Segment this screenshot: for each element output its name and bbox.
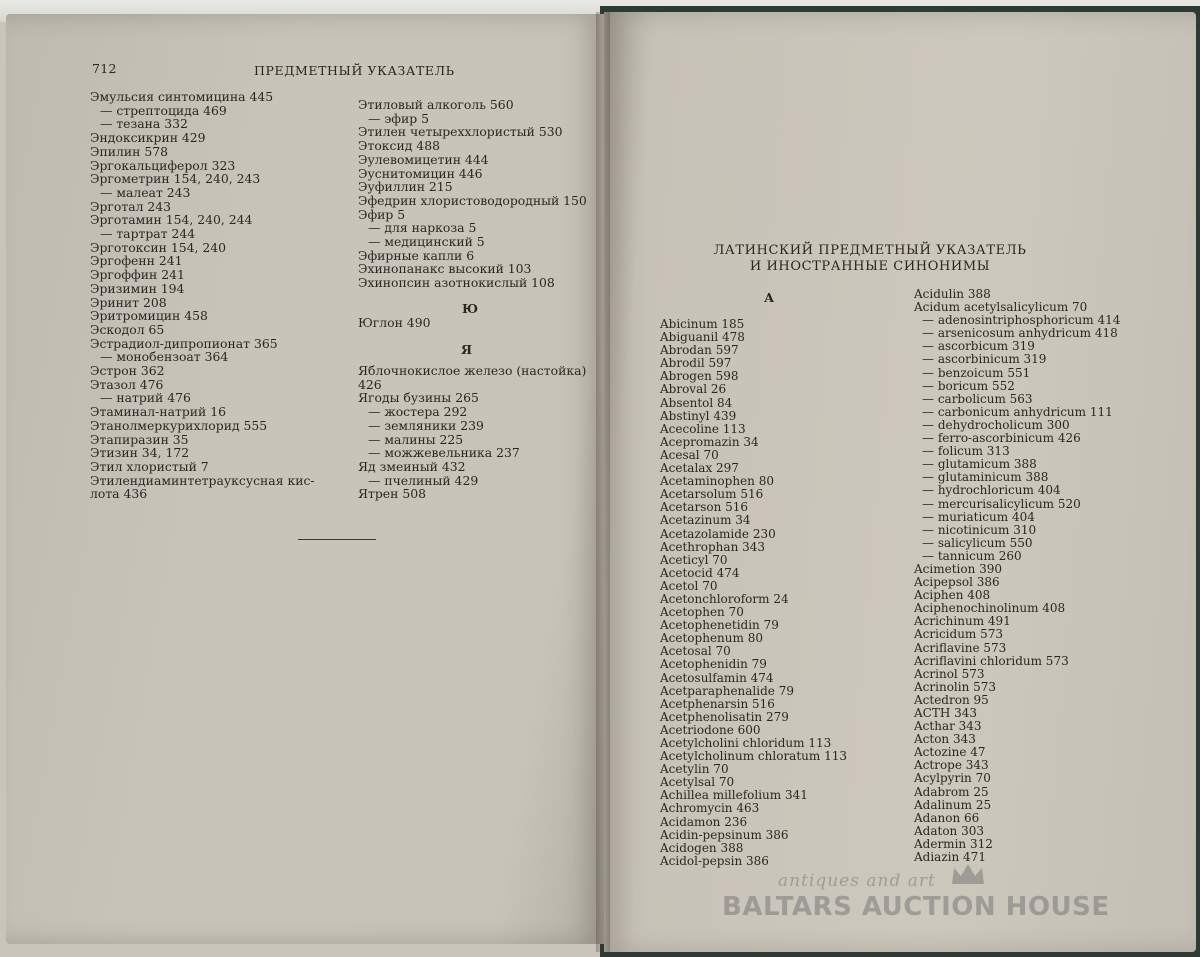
index-entry: Эстрадиол-дипропионат 365 bbox=[90, 335, 278, 351]
index-entry: Aceticyl 70 bbox=[660, 552, 728, 567]
index-entry: Ятрен 508 bbox=[358, 486, 426, 502]
index-entry: — carbonicum anhydricum 111 bbox=[922, 404, 1113, 419]
index-entry: Этапиразин 35 bbox=[90, 431, 189, 447]
index-entry: Эргофенн 241 bbox=[90, 253, 183, 269]
index-entry: Acipepsol 386 bbox=[914, 575, 1000, 590]
index-entry: — mercurisalicylicum 520 bbox=[922, 496, 1081, 511]
index-entry: Acetylcholini chloridum 113 bbox=[660, 736, 832, 750]
index-entry: Этилендиаминтетрауксусная кис- bbox=[90, 472, 315, 488]
index-entry: Acrichinum 491 bbox=[914, 614, 1011, 629]
index-entry: — малины 225 bbox=[368, 431, 464, 447]
index-entry: Acetocid 474 bbox=[660, 565, 740, 580]
index-entry: Acetophen 70 bbox=[660, 605, 744, 620]
index-entry: Aciphenochinolinum 408 bbox=[914, 601, 1066, 616]
index-entry: Acecoline 113 bbox=[660, 421, 746, 436]
index-entry: — boricum 552 bbox=[922, 378, 1015, 393]
index-entry: Acetazinum 34 bbox=[660, 513, 751, 528]
index-entry: — ascorbinicum 319 bbox=[922, 352, 1047, 367]
index-entry: Adalinum 25 bbox=[914, 797, 992, 812]
book-gutter bbox=[596, 12, 610, 952]
index-entry: — пчелиный 429 bbox=[368, 472, 479, 488]
index-entry: Эфир 5 bbox=[358, 206, 406, 222]
index-entry: Acetosulfamin 474 bbox=[660, 670, 774, 685]
index-entry: ACTH 343 bbox=[914, 706, 978, 720]
index-entry: — ascorbicum 319 bbox=[922, 339, 1035, 354]
index-entry: — muriaticum 404 bbox=[922, 509, 1035, 524]
index-entry: Actrope 343 bbox=[914, 758, 989, 773]
left-index-column-1 bbox=[90, 90, 315, 501]
index-entry: Adiazin 471 bbox=[914, 850, 986, 865]
index-entry: Этил хлористый 7 bbox=[90, 458, 209, 474]
index-entry: Этилен четырехxлористый 530 bbox=[358, 124, 563, 140]
index-entry: Abiguanil 478 bbox=[660, 330, 745, 345]
index-entry: Юглон 490 bbox=[358, 315, 431, 330]
index-entry: — натрий 476 bbox=[100, 390, 191, 406]
index-entry: — nicotinicum 310 bbox=[922, 522, 1037, 537]
index-entry: Acetophenum 80 bbox=[660, 631, 763, 646]
right-page-title-line-2: И ИНОСТРАННЫЕ СИНОНИМЫ bbox=[749, 259, 991, 274]
index-entry: Abroval 26 bbox=[660, 382, 727, 397]
index-entry: Этоксид 488 bbox=[358, 138, 440, 154]
index-entry: Acidum acetylsalicylicum 70 bbox=[914, 300, 1088, 315]
index-entry: Этизин 34, 172 bbox=[90, 445, 190, 461]
index-entry: Этиловый алкоголь 560 bbox=[358, 97, 514, 112]
index-entry: — тартрат 244 bbox=[100, 226, 196, 242]
index-entry: — малеат 243 bbox=[100, 184, 191, 200]
index-entry: — жостера 292 bbox=[368, 404, 468, 420]
index-entry: Эргокальциферол 323 bbox=[90, 157, 236, 173]
index-entry: Acetonchloroform 24 bbox=[660, 591, 789, 606]
index-entry: Acidin-pepsinum 386 bbox=[660, 827, 789, 842]
index-entry: Яд змеиный 432 bbox=[358, 458, 466, 474]
index-entry: Adanon 66 bbox=[914, 810, 980, 825]
index-entry: Acetazolamide 230 bbox=[660, 526, 776, 541]
index-entry: Acetphenarsin 516 bbox=[660, 696, 775, 711]
index-entry: — glutamicum 388 bbox=[922, 457, 1037, 472]
index-entry: — стрептоцида 469 bbox=[100, 102, 227, 118]
index-entry: — dehydrocholicum 300 bbox=[922, 417, 1070, 432]
index-entry: — для наркоза 5 bbox=[368, 220, 477, 236]
index-entry: — ferro-ascorbinicum 426 bbox=[922, 431, 1081, 446]
index-entry: — монобензоат 364 bbox=[100, 349, 229, 365]
index-entry: — glutaminicum 388 bbox=[922, 470, 1049, 485]
index-entry: Acetol 70 bbox=[660, 578, 718, 593]
index-entry: 426 bbox=[358, 376, 382, 392]
index-entry: Acetosal 70 bbox=[660, 644, 731, 659]
running-title: ПРЕДМЕТНЫЙ УКАЗАТЕЛЬ bbox=[254, 63, 455, 78]
index-entry: Эфирные капли 6 bbox=[358, 247, 475, 263]
index-entry: — эфир 5 bbox=[368, 110, 429, 126]
index-entry: Acidogen 388 bbox=[660, 840, 744, 855]
index-entry: — benzoicum 551 bbox=[922, 365, 1031, 380]
index-entry: Эндоксикрин 429 bbox=[90, 130, 206, 146]
index-entry: Acetphenolisatin 279 bbox=[660, 709, 789, 724]
index-entry: Acthar 343 bbox=[914, 719, 982, 734]
index-entry: Эритромицин 458 bbox=[90, 308, 208, 324]
index-entry: Acetophenidin 79 bbox=[660, 657, 767, 672]
index-entry: Эмульсия синтомицина 445 bbox=[90, 89, 274, 104]
index-entry: Эрготал 243 bbox=[90, 198, 172, 214]
index-entry: — salicylicum 550 bbox=[922, 535, 1033, 550]
index-entry: Acidamon 236 bbox=[660, 814, 748, 829]
index-entry: Acepromazin 34 bbox=[660, 434, 759, 449]
index-entry: Acetarson 516 bbox=[660, 500, 749, 515]
index-entry: Acetparaphenalide 79 bbox=[660, 683, 794, 698]
right-page-title-line-1: ЛАТИНСКИЙ ПРЕДМЕТНЫЙ УКАЗАТЕЛЬ bbox=[713, 243, 1027, 258]
watermark-name: BALTARS AUCTION HOUSE bbox=[722, 892, 1110, 922]
index-entry: Acetriodone 600 bbox=[660, 722, 761, 737]
index-entry: Эргометрин 154, 240, 243 bbox=[90, 171, 261, 187]
letter-heading-a: А bbox=[764, 290, 775, 305]
index-entry: Эпилин 578 bbox=[90, 143, 168, 159]
index-entry: Actozine 47 bbox=[914, 745, 986, 760]
index-entry: — hydrochloricum 404 bbox=[922, 483, 1061, 498]
index-entry: Эфедрин хлористоводородный 150 bbox=[358, 192, 587, 208]
index-entry: Acetarsolum 516 bbox=[660, 487, 764, 502]
index-entry: Эуснитомицин 446 bbox=[358, 165, 483, 181]
index-entry: Эрготамин 154, 240, 244 bbox=[90, 212, 253, 228]
index-entry: Acriflavini chloridum 573 bbox=[914, 653, 1069, 668]
index-entry: лота 436 bbox=[90, 486, 148, 502]
letter-heading-yu: Ю bbox=[462, 301, 479, 316]
index-entry: Acetylcholinum chloratum 113 bbox=[660, 749, 847, 764]
index-entry: Acetaminophen 80 bbox=[660, 474, 774, 489]
index-entry: — можжевельника 237 bbox=[368, 445, 520, 461]
index-entry: Эринит 208 bbox=[90, 294, 167, 310]
watermark-subtitle: antiques and art bbox=[778, 871, 936, 891]
index-entry: Ягоды бузины 265 bbox=[358, 390, 479, 406]
index-entry: Acetylsal 70 bbox=[660, 775, 735, 790]
index-entry: Этанолмеркурихлорид 555 bbox=[90, 417, 268, 433]
left-index-column-2-ya bbox=[358, 364, 586, 501]
index-entry: — земляники 239 bbox=[368, 417, 484, 433]
left-index-column-2 bbox=[358, 98, 587, 290]
right-index-column-2 bbox=[914, 288, 1120, 864]
index-entry: Эскодол 65 bbox=[90, 321, 165, 337]
index-entry: Acrinol 573 bbox=[914, 666, 985, 681]
index-entry: Adabrom 25 bbox=[914, 784, 989, 799]
index-entry: Acidulin 388 bbox=[914, 287, 991, 301]
index-entry: — тезана 332 bbox=[100, 116, 188, 132]
letter-heading-ya: Я bbox=[461, 342, 473, 357]
index-entry: Acetophenetidin 79 bbox=[660, 618, 779, 633]
index-entry: Aciphen 408 bbox=[914, 588, 991, 603]
index-entry: Эргоффин 241 bbox=[90, 267, 185, 283]
index-entry: — folicum 313 bbox=[922, 444, 1010, 459]
index-entry: Abicinum 185 bbox=[660, 317, 745, 331]
index-entry: Abrodan 597 bbox=[660, 343, 739, 358]
index-entry: — arsenicosum anhydricum 418 bbox=[922, 326, 1118, 341]
index-entry: Этаминал-натрий 16 bbox=[90, 404, 226, 420]
index-entry: Absentol 84 bbox=[660, 395, 733, 410]
page-number: 712 bbox=[92, 61, 117, 76]
end-rule bbox=[298, 539, 376, 540]
index-entry: Abrogen 598 bbox=[660, 369, 739, 384]
index-entry: Acrinolin 573 bbox=[914, 679, 997, 694]
index-entry: Яблочнокислое железо (настойка) bbox=[358, 363, 587, 378]
index-entry: Acetylin 70 bbox=[660, 762, 729, 777]
index-entry: Эуфиллин 215 bbox=[358, 179, 453, 195]
index-entry: Acton 343 bbox=[914, 732, 976, 747]
index-entry: Эхинопанакс высокий 103 bbox=[358, 261, 532, 277]
index-entry: Achillea millefolium 341 bbox=[660, 788, 808, 803]
index-entry: — carbolicum 563 bbox=[922, 391, 1033, 406]
index-entry: — медицинский 5 bbox=[368, 234, 485, 250]
index-entry: Actedron 95 bbox=[914, 692, 989, 707]
index-entry: Эрготоксин 154, 240 bbox=[90, 239, 226, 255]
index-entry: Acethrophan 343 bbox=[660, 539, 766, 554]
index-entry: Acylpyrin 70 bbox=[914, 771, 991, 786]
index-entry: Acriflavine 573 bbox=[914, 640, 1007, 655]
left-index-column-2-yu bbox=[358, 316, 430, 330]
index-entry: Эхинопсин азотнокислый 108 bbox=[358, 275, 555, 291]
index-entry: Abrodil 597 bbox=[660, 356, 732, 371]
index-entry: — tannicum 260 bbox=[922, 548, 1022, 563]
index-entry: Adaton 303 bbox=[914, 823, 984, 838]
index-entry: Этазол 476 bbox=[90, 376, 164, 392]
index-entry: Эризимин 194 bbox=[90, 280, 185, 296]
index-entry: Adermin 312 bbox=[914, 836, 993, 851]
index-entry: Эстрон 362 bbox=[90, 363, 165, 379]
index-entry: Acetalax 297 bbox=[660, 461, 739, 476]
index-entry: Acesal 70 bbox=[660, 447, 719, 462]
index-entry: Эулевомицетин 444 bbox=[358, 151, 489, 167]
index-entry: Achromycin 463 bbox=[660, 801, 760, 816]
index-entry: Acricidum 573 bbox=[914, 627, 1004, 642]
index-entry: — adenosintriphosphoricum 414 bbox=[922, 313, 1121, 328]
index-entry: Abstinyl 439 bbox=[660, 408, 737, 423]
crown-icon bbox=[950, 862, 986, 886]
right-index-column-1 bbox=[660, 318, 847, 868]
index-entry: Acidol-pepsin 386 bbox=[660, 853, 769, 868]
index-entry: Acimetion 390 bbox=[914, 561, 1003, 576]
